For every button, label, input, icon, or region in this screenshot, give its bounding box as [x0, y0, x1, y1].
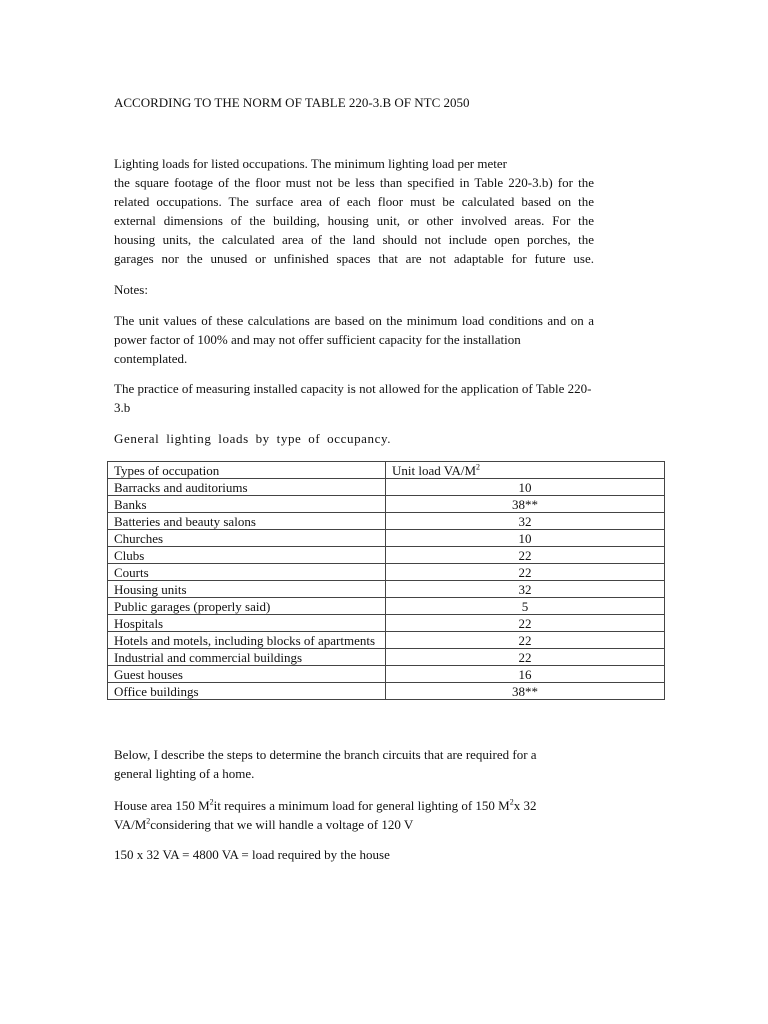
unit-load-cell: 22 [386, 615, 665, 632]
table-caption: General lighting loads by type of occupancy. [114, 431, 392, 446]
note-line: contemplated. [114, 351, 188, 366]
calc-text: House area 150 M [114, 798, 210, 813]
occupation-type-cell: Industrial and commercial buildings [108, 649, 386, 666]
unit-load-cell: 10 [386, 479, 665, 496]
table-row [108, 530, 665, 547]
unit-load-cell: 22 [386, 564, 665, 581]
occupation-type-cell: Hospitals [108, 615, 386, 632]
calc-superscript: 2 [509, 797, 514, 807]
table-row [108, 513, 665, 530]
unit-load-cell: 10 [386, 530, 665, 547]
unit-load-cell: 22 [386, 547, 665, 564]
occupation-type-cell: Barracks and auditoriums [108, 479, 386, 496]
table-row [108, 581, 665, 598]
calc-superscript: 2 [146, 816, 151, 826]
occupation-type-cell: Courts [108, 564, 386, 581]
header-types-of-occupation: Types of occupation [108, 462, 386, 479]
occupation-type-cell: Banks [108, 496, 386, 513]
unit-load-cell: 38** [386, 683, 665, 700]
table-row [108, 564, 665, 581]
header-unit-load [386, 462, 665, 479]
unit-load-cell: 5 [386, 598, 665, 615]
table-header-row [108, 462, 665, 479]
unit-load-cell: 22 [386, 649, 665, 666]
calc-paragraph [114, 796, 584, 834]
table-row [108, 649, 665, 666]
unit-load-cell: 22 [386, 632, 665, 649]
table-row [108, 683, 665, 700]
calc-text: considering that we will handle a voltage of 120 V [150, 817, 414, 832]
table-row [108, 479, 665, 496]
occupation-type-cell: Hotels and motels, including blocks of apartments [108, 632, 386, 649]
occupation-type-cell: Batteries and beauty salons [108, 513, 386, 530]
note-line: The unit values of these calculations are based on the minimum load conditions and on a [114, 313, 594, 328]
intro-line: housing units, the calculated area of the land should not include open porches, the [114, 232, 594, 247]
occupation-type-cell: Housing units [108, 581, 386, 598]
table-row [108, 496, 665, 513]
occupation-type-cell: Office buildings [108, 683, 386, 700]
intro-paragraph [114, 154, 594, 268]
intro-line: Lighting loads for listed occupations. The minimum lighting load per meter [114, 156, 507, 171]
lighting-loads-table [107, 461, 665, 700]
steps-line: general lighting of a home. [114, 766, 255, 781]
intro-line: garages nor the unused or unfinished spaces that are not adaptable for future use. [114, 251, 594, 266]
table-row [108, 547, 665, 564]
occupation-type-cell: Clubs [108, 547, 386, 564]
intro-line: the square footage of the floor must not be less than specified in Table 220-3.b) for the [114, 175, 594, 190]
occupation-type-cell: Guest houses [108, 666, 386, 683]
notes-label: Notes: [114, 282, 148, 297]
intro-line: external dimensions of the building, housing unit, or other involved areas. For the [114, 213, 594, 228]
calc-superscript: 2 [209, 797, 214, 807]
header-unit-superscript: 2 [476, 462, 481, 472]
steps-paragraph [114, 745, 594, 783]
table-row [108, 666, 665, 683]
calc-text: x 32 [513, 798, 537, 813]
intro-line: related occupations. The surface area of each floor must be calculated based on the [114, 194, 594, 209]
occupation-type-cell: Churches [108, 530, 386, 547]
note-installed-capacity [114, 379, 614, 417]
steps-line: Below, I describe the steps to determine the branch circuits that are required for a [114, 747, 537, 762]
document-heading: ACCORDING TO THE NORM OF TABLE 220-3.B OF NTC 2050 [114, 95, 470, 110]
table-row [108, 632, 665, 649]
table-row [108, 615, 665, 632]
note-line: 3.b [114, 400, 131, 415]
result-line: 150 x 32 VA = 4800 VA = load required by the house [114, 847, 390, 862]
unit-load-cell: 16 [386, 666, 665, 683]
unit-load-cell: 32 [386, 513, 665, 530]
note-line: The practice of measuring installed capacity is not allowed for the application of Table 220- [114, 381, 592, 396]
unit-load-cell: 32 [386, 581, 665, 598]
calc-text: VA/M [114, 817, 147, 832]
occupation-type-cell: Public garages (properly said) [108, 598, 386, 615]
note-unit-values [114, 311, 594, 368]
calc-text: it requires a minimum load for general lighting of 150 M [213, 798, 510, 813]
note-line: power factor of 100% and may not offer sufficient capacity for the installation [114, 332, 521, 347]
header-unit-load-text: Unit load VA/M [392, 463, 477, 478]
unit-load-cell: 38** [386, 496, 665, 513]
table-row [108, 598, 665, 615]
